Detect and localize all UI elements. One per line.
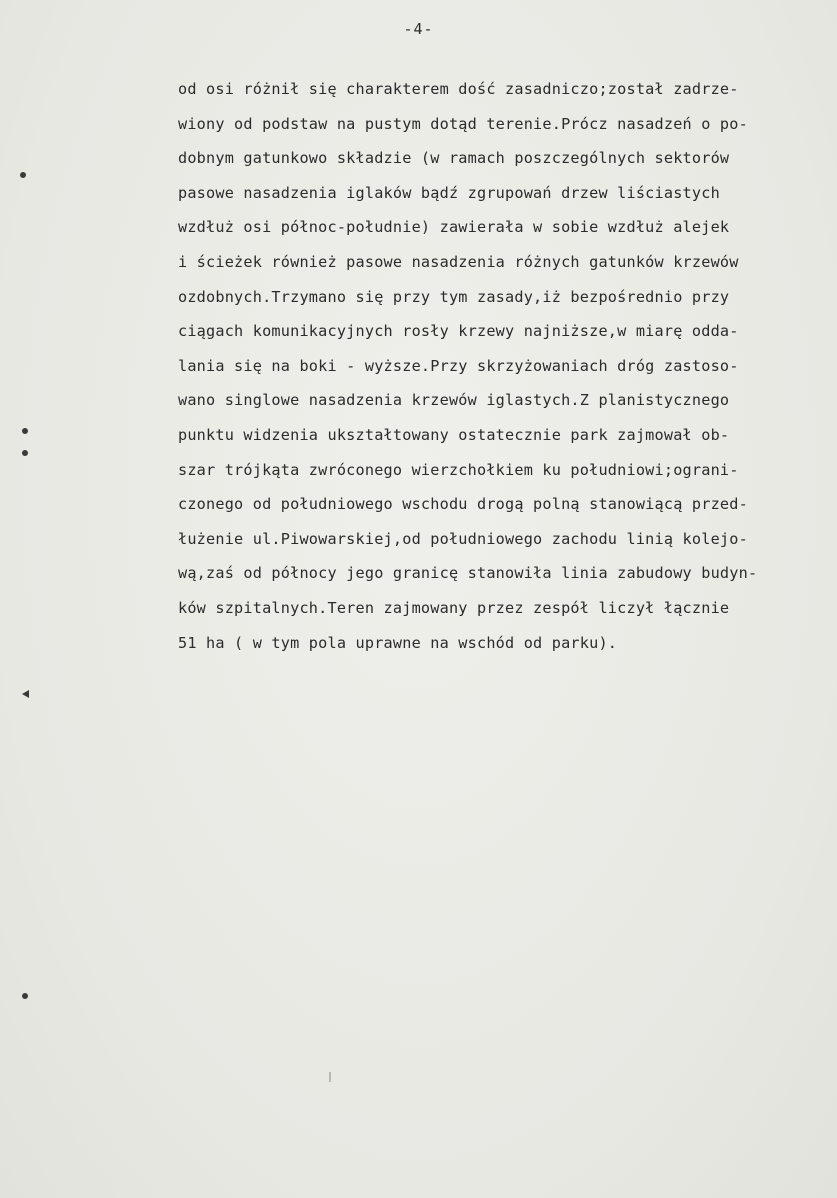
- text-line: wzdłuż osi północ-południe) zawierała w sobie wzdłuż alejek: [178, 218, 730, 237]
- text-line: pasowe nasadzenia iglaków bądź zgrupowań drzew liściastych: [178, 183, 720, 202]
- text-line: wano singlowe nasadzenia krzewów iglastych.Z planistycznego: [178, 391, 730, 410]
- text-line: łużenie ul.Piwowarskiej,od południowego zachodu linią kolejo-: [178, 529, 748, 548]
- text-line: szar trójkąta zwróconego wierzchołkiem ku południowi;ograni-: [178, 460, 739, 479]
- punch-hole-mark: [20, 172, 26, 178]
- text-line: wą,zaś od północy jego granicę stanowiła linia zabudowy budyn-: [178, 564, 758, 583]
- text-line: punktu widzenia ukształtowany ostatecznie park zajmował ob-: [178, 425, 730, 444]
- body-text: [178, 76, 818, 664]
- text-line: od osi różnił się charakterem dość zasadniczo;został zadrze-: [178, 80, 739, 98]
- text-line: ków szpitalnych.Teren zajmowany przez zespół liczył łącznie: [178, 598, 730, 617]
- text-line: 51 ha ( w tym pola uprawne na wschód od parku).: [178, 633, 618, 652]
- text-line: dobnym gatunkowo składzie (w ramach poszczególnych sektorów: [178, 149, 730, 168]
- punch-hole-mark: [22, 690, 29, 698]
- page-number: -4-: [403, 20, 434, 38]
- text-line: lania się na boki - wyższe.Przy skrzyżowaniach dróg zastoso-: [178, 356, 739, 375]
- text-line: ciągach komunikacyjnych rosły krzewy najniższe,w miarę odda-: [178, 322, 739, 341]
- paper-speck: [329, 1072, 331, 1082]
- punch-hole-mark: [22, 450, 28, 456]
- text-line: wiony od podstaw na pustym dotąd terenie.Prócz nasadzeń o po-: [178, 114, 748, 133]
- punch-hole-mark: [22, 428, 28, 434]
- text-line: czonego od południowego wschodu drogą polną stanowiącą przed-: [178, 495, 748, 514]
- punch-hole-mark: [22, 993, 28, 999]
- text-line: i ścieżek również pasowe nasadzenia różnych gatunków krzewów: [178, 252, 739, 271]
- text-line: ozdobnych.Trzymano się przy tym zasady,iż bezpośrednio przy: [178, 287, 730, 306]
